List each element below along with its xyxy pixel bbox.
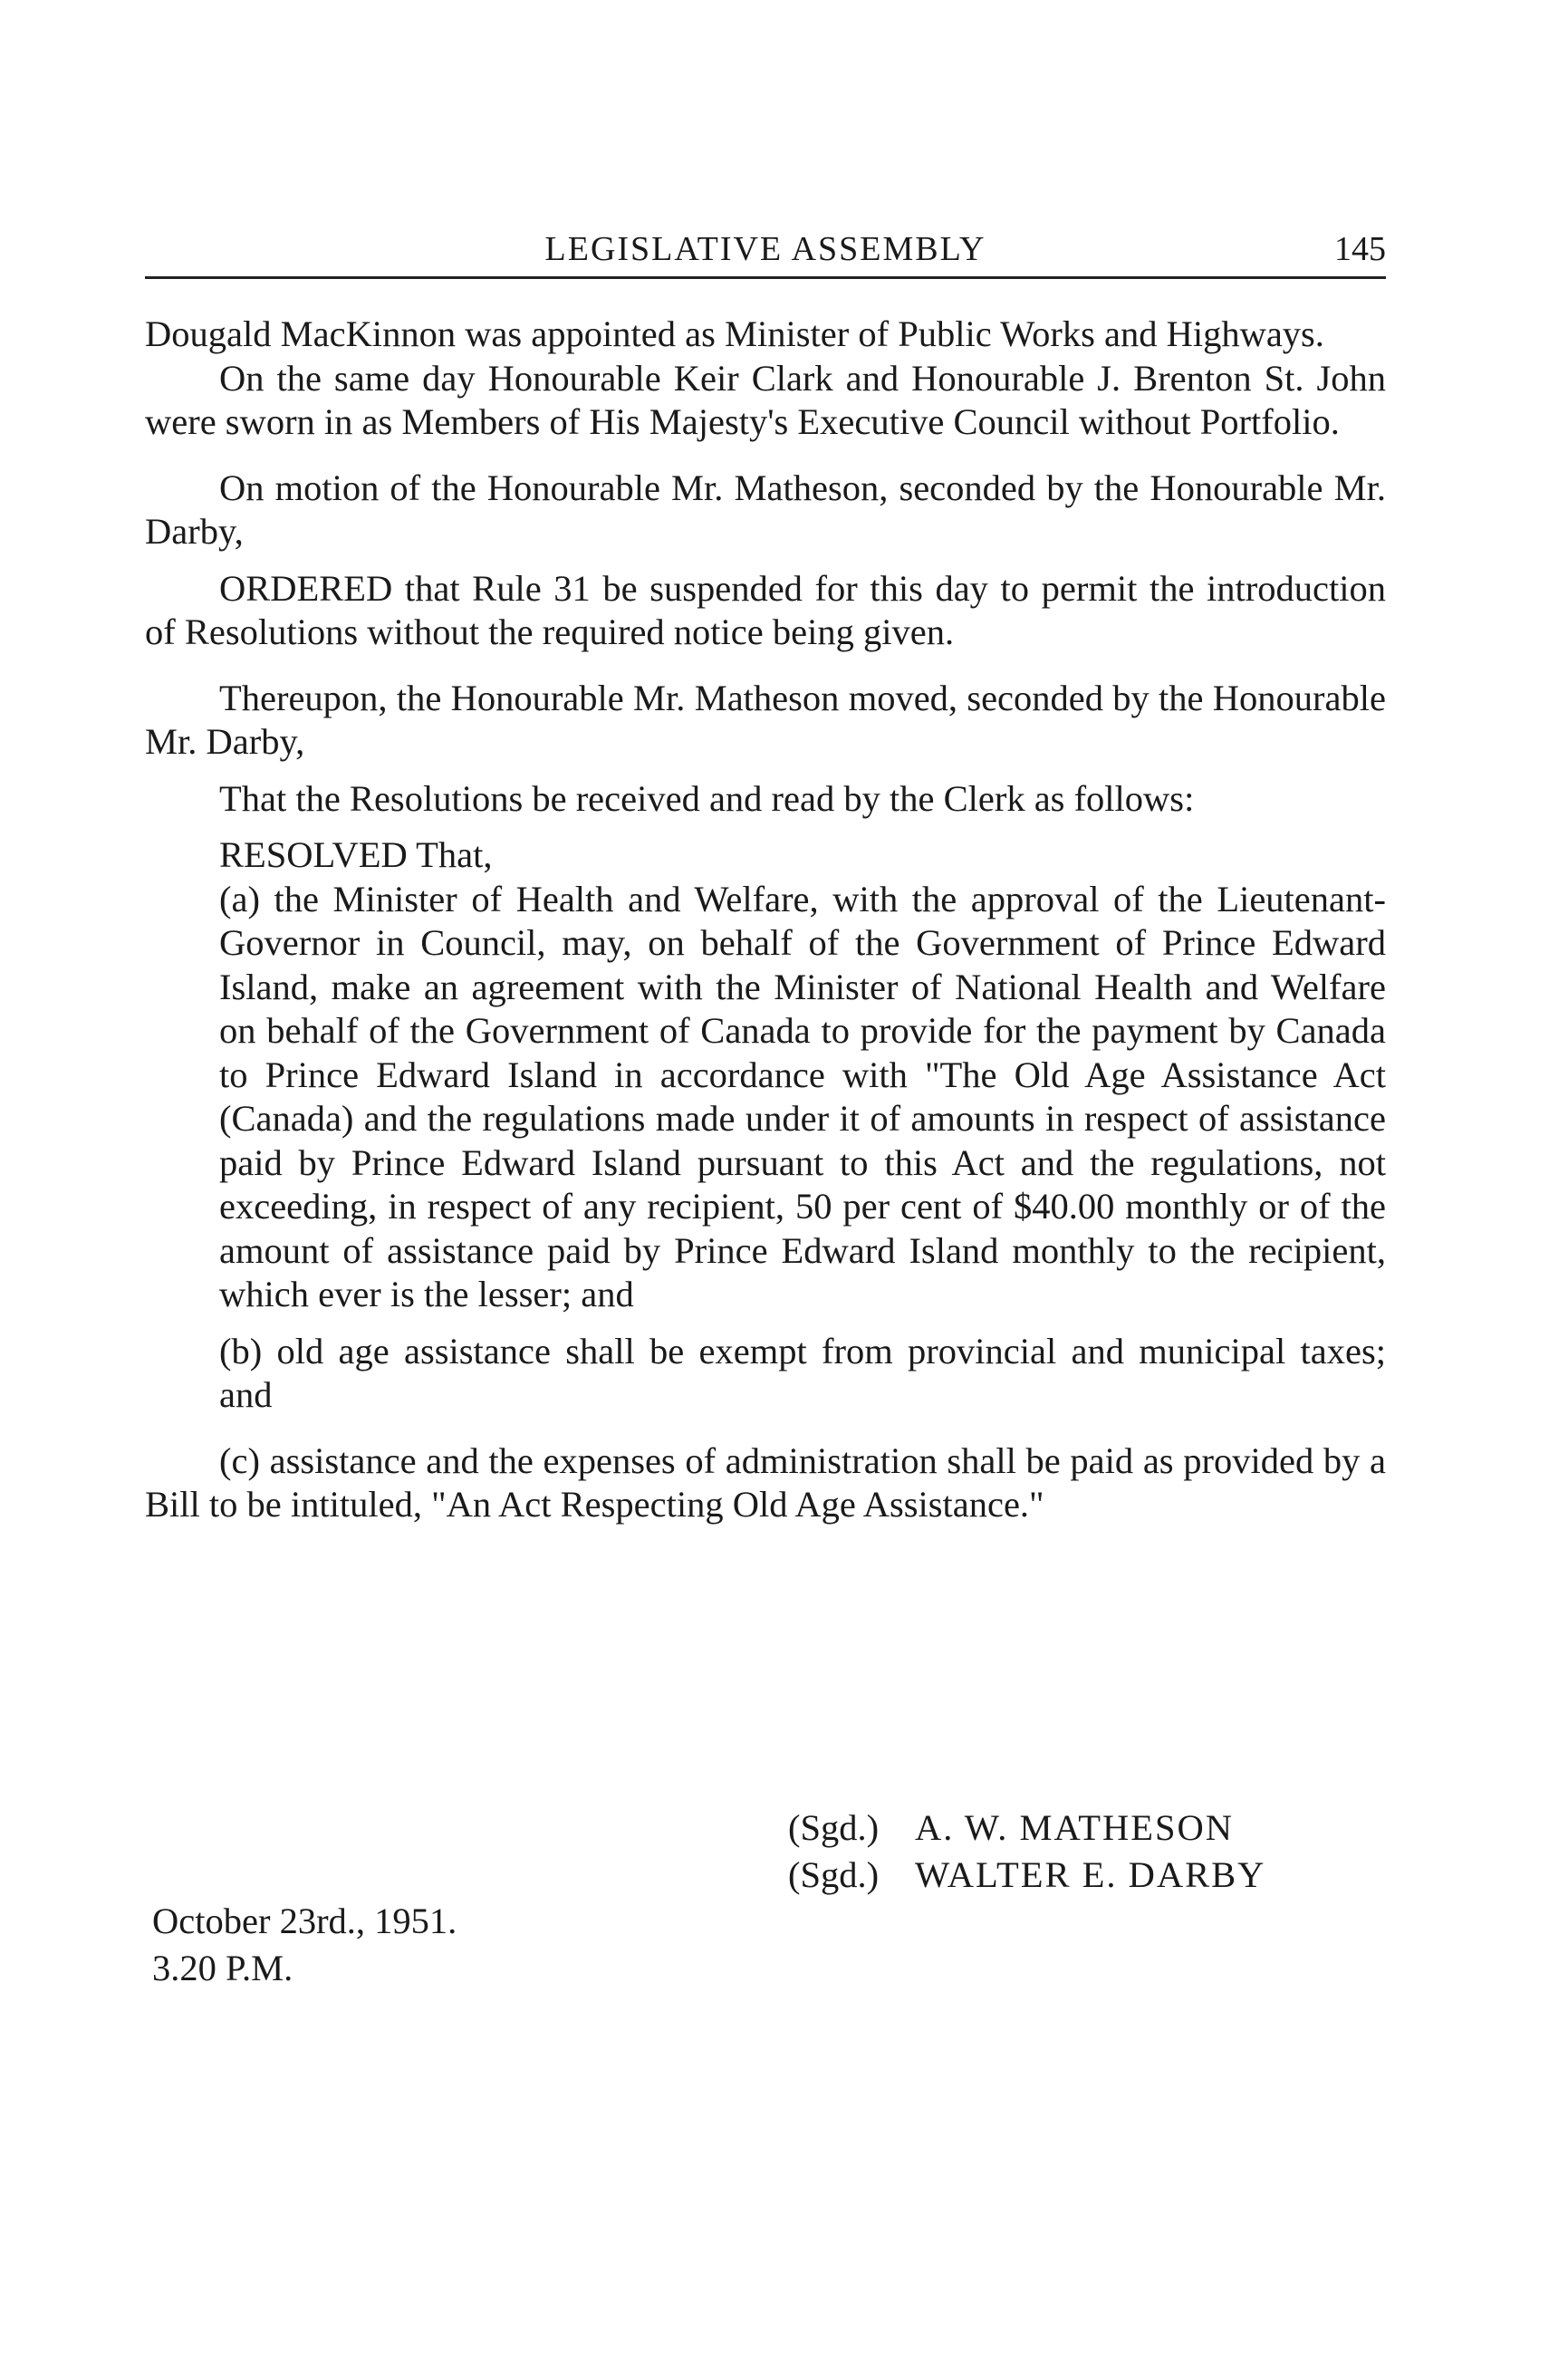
- time-text: 3.20 P.M.: [152, 1948, 293, 1988]
- paragraph-sworn-in: On the same day Honourable Keir Clark and Honourable J. Brenton St. John were sworn in as Members of His Majesty's Executive Council without Portfolio.: [145, 357, 1386, 442]
- date-block: [152, 1898, 457, 1992]
- page-number: 145: [1334, 230, 1386, 268]
- page-header: [145, 222, 1386, 279]
- paragraph-resolutions-read: That the Resolutions be received and read by the Clerk as follows:: [219, 777, 1195, 819]
- signature-prefix: (Sgd.): [788, 1807, 880, 1848]
- signature-block: [788, 1805, 1265, 1899]
- signature-line: [788, 1852, 1265, 1899]
- paragraph-resolved: RESOLVED That,: [219, 834, 493, 875]
- signature-prefix: (Sgd.): [788, 1854, 880, 1895]
- clause-a: (a) the Minister of Health and Welfare, with the approval of the Lieutenant-Governor in Council, may, on behalf of the Government of Prince Edward Island, make an agreement with the Minister of National Health and Welfare on behalf of the Government of Canada to provide for the payment by Canada to Prince Edward Island in accordance with "The Old Age Assistance Act (Canada) and the regulations made under it of amounts in respect of assistance paid by Prince Edward Island pursuant to this Act and the regulations, not exceeding, in respect of any recipient, 50 per cent of $40.00 monthly or of the amount of assistance paid by Prince Edward Island monthly to the recipient, which ever is the lesser; and: [219, 878, 1386, 1314]
- signature-line: [788, 1805, 1265, 1852]
- paragraph-appointment: Dougald MacKinnon was appointed as Minister of Public Works and Highways.: [145, 313, 1324, 354]
- paragraph-thereupon: Thereupon, the Honourable Mr. Matheson moved, seconded by the Honourable Mr. Darby,: [145, 677, 1386, 762]
- signature-name: A. W. MATHESON: [915, 1807, 1235, 1848]
- paragraph-ordered: ORDERED that Rule 31 be suspended for this day to permit the introduction of Resolutions without the required notice being given.: [145, 567, 1386, 652]
- signature-name: WALTER E. DARBY: [915, 1854, 1266, 1895]
- paragraph-motion: On motion of the Honourable Mr. Matheson, seconded by the Honourable Mr. Darby,: [145, 467, 1386, 552]
- body-text: [145, 313, 1386, 1527]
- header-title: LEGISLATIVE ASSEMBLY: [544, 230, 986, 268]
- clause-b: (b) old age assistance shall be exempt from provincial and municipal taxes; and: [219, 1330, 1386, 1415]
- date-text: October 23rd., 1951.: [152, 1901, 457, 1941]
- clause-c: (c) assistance and the expenses of administration shall be paid as provided by a Bill to be intituled, "An Act Respecting Old Age Assistance.": [145, 1439, 1386, 1525]
